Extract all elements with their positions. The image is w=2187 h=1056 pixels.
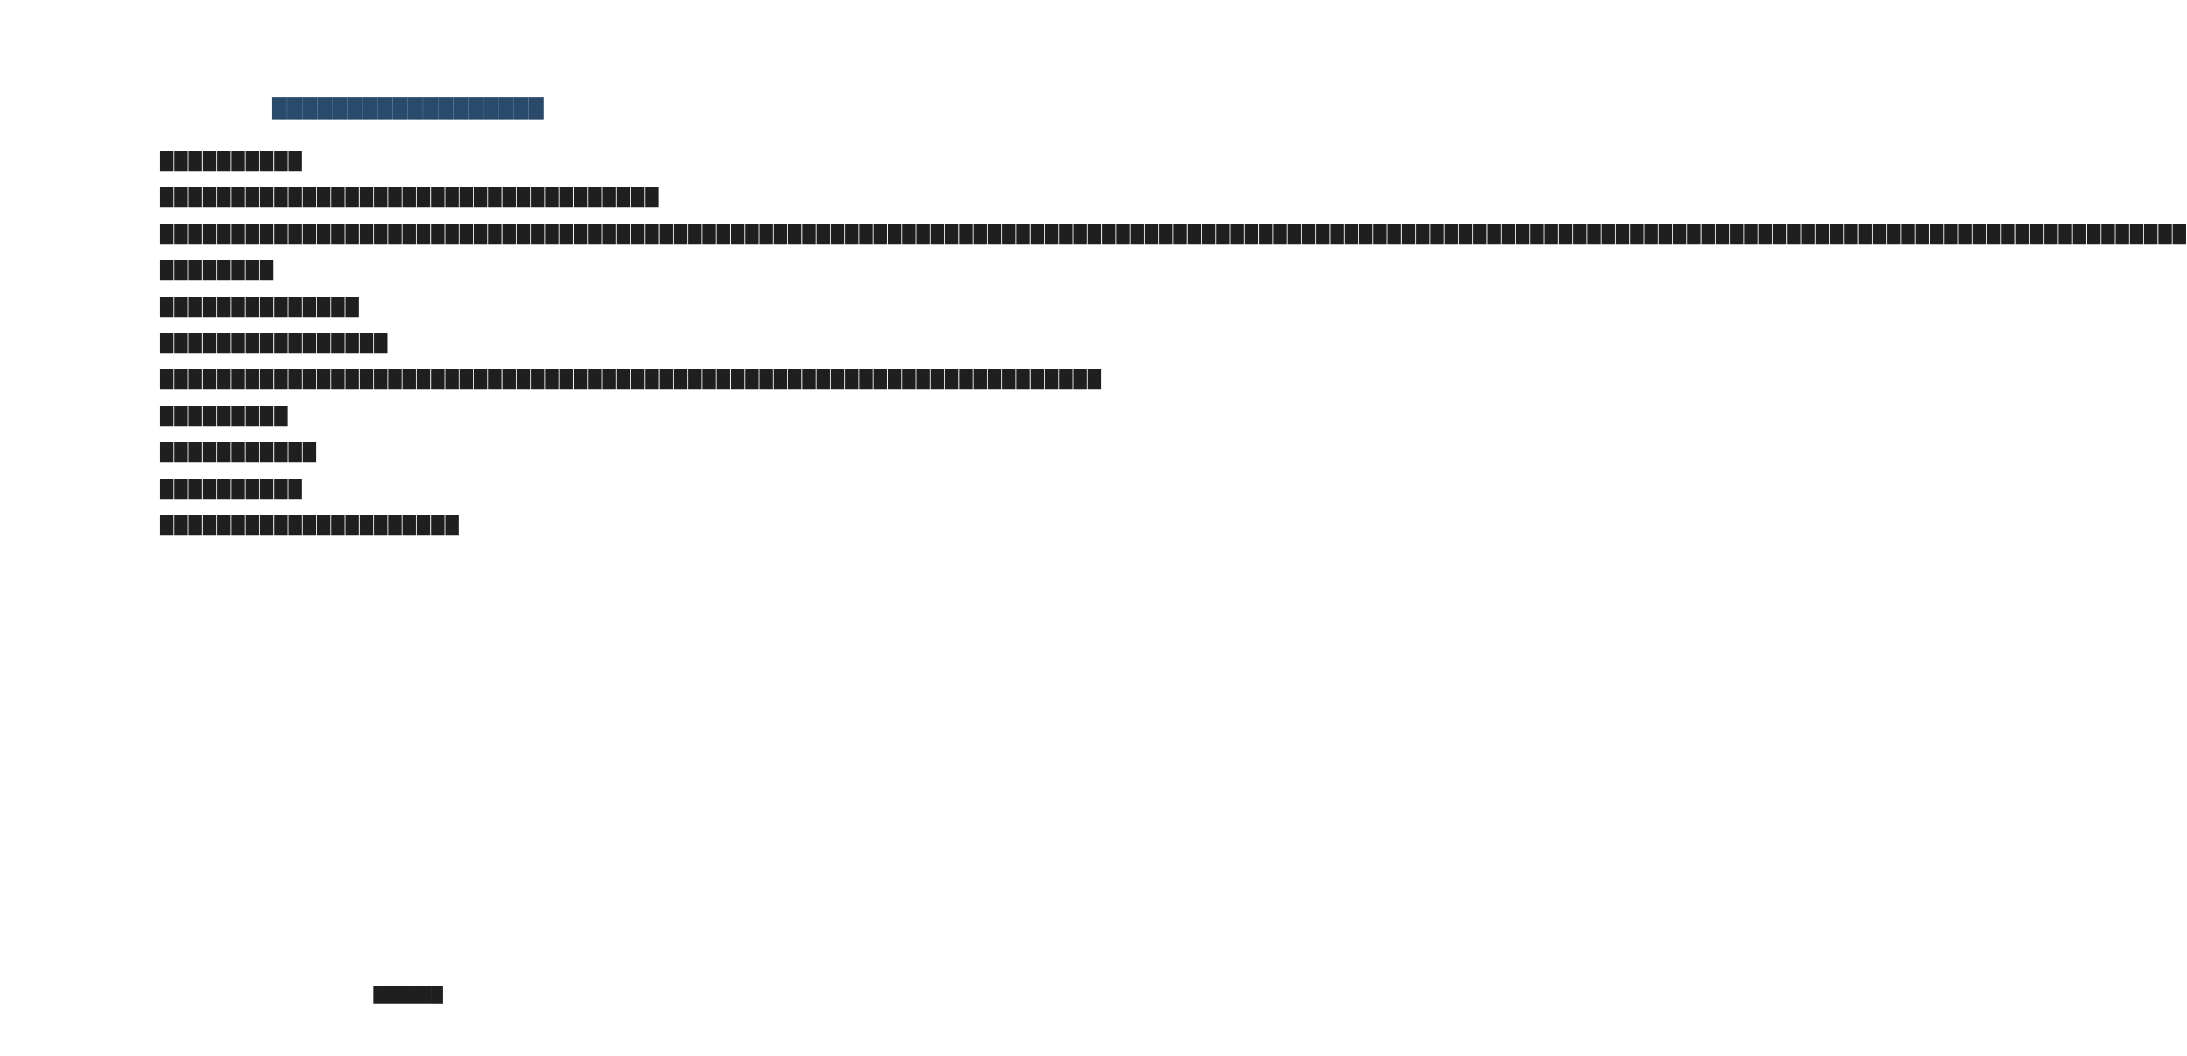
activity-title-2: ████████████████ [160,334,389,355]
document-title: ██████████████████ [271,98,544,120]
activity-time-2: █████████ [160,406,289,427]
activity-dept-2: ███████████ [160,443,318,464]
document-body [126,144,2187,544]
section-heading-2: ██████████ [160,479,303,500]
activity-dept-1: ██████████████ [160,297,360,318]
activity-title-1: ███████████████████████████████████ [160,188,660,209]
activity-time-1: ████████ [160,261,275,282]
activity-title-3: █████████████████████ [160,516,460,537]
activity-content-2: ██████████████████████████████████████████████████████████████████ [160,370,1103,391]
activity-content-1: ██████████████████████████████████████████████████████████████████████████████████████████████████████████████████████████████████████████████ [160,224,2187,245]
page-number: ██████ [373,986,443,1004]
section-heading-1: ██████████ [160,152,303,172]
